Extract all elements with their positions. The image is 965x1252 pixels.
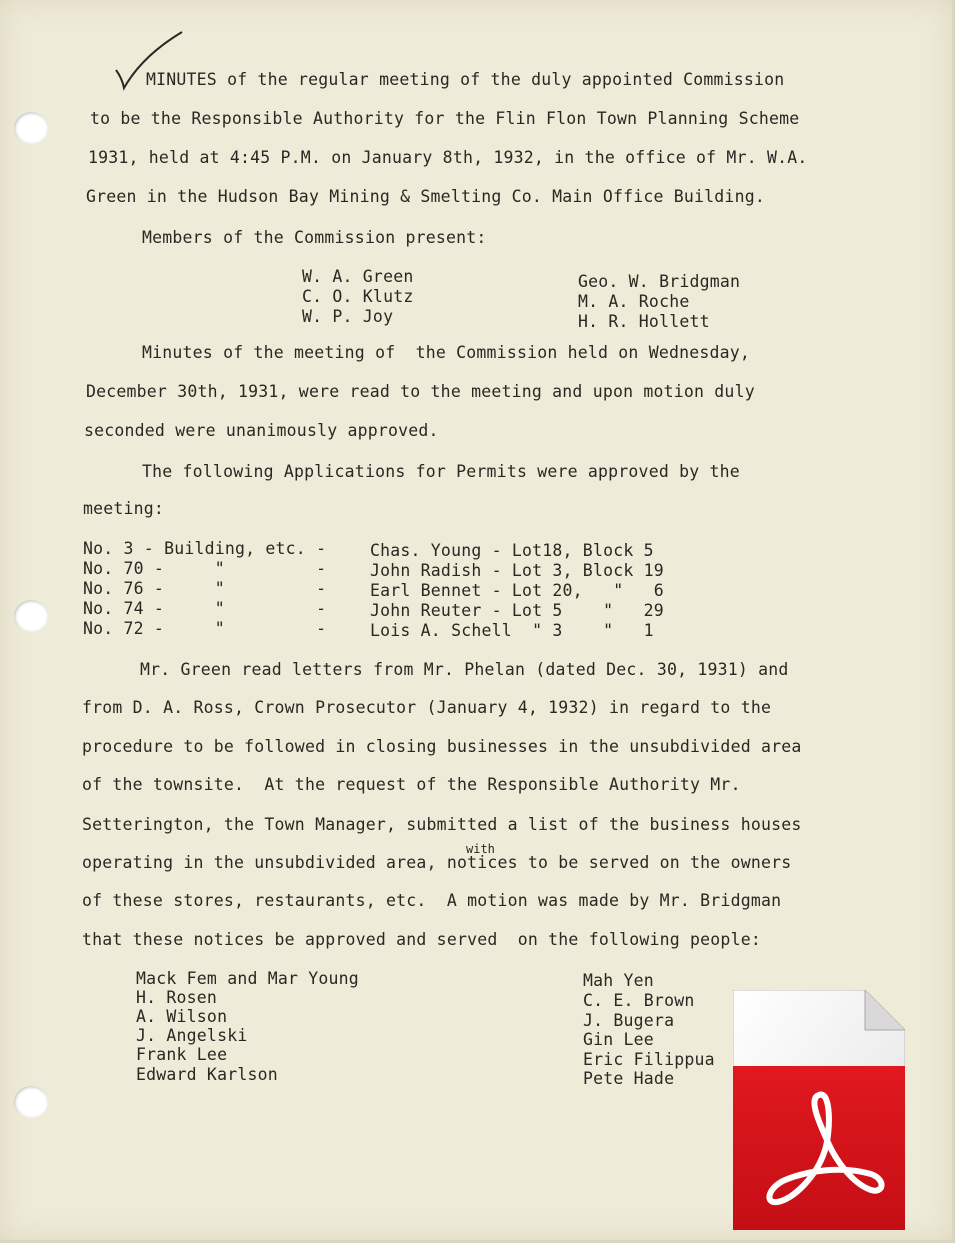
pdf-file-icon[interactable] [733,990,905,1230]
person-right: Mah Yen [583,971,654,990]
permit-no: No. 72 - " - [83,619,327,638]
punch-hole [14,600,48,632]
person-right: J. Bugera [583,1011,675,1030]
member-left-1: W. A. Green [302,267,414,286]
minutes-line-2: to be the Responsible Authority for the Flin Flon Town Planning Scheme [90,109,800,128]
permit-detail: John Radish - Lot 3, Block 19 [370,561,664,580]
permit-no: No. 3 - Building, etc. - [83,539,327,558]
members-heading: Members of the Commission present: [142,228,487,247]
person-right: C. E. Brown [583,991,695,1010]
letters-line-1: Mr. Green read letters from Mr. Phelan (dated Dec. 30, 1931) and [140,660,789,679]
previous-minutes-line-2: December 30th, 1931, were read to the meeting and upon motion duly [86,382,755,401]
minutes-line-3: 1931, held at 4:45 P.M. on January 8th, 1932, in the office of Mr. W.A. [88,148,808,167]
person-left: H. Rosen [136,988,218,1007]
permit-no: No. 76 - " - [83,579,327,598]
permit-detail: John Reuter - Lot 5 " 29 [370,601,664,620]
permits-intro-line-2: meeting: [83,499,165,518]
member-left-3: W. P. Joy [302,307,394,326]
punch-hole [14,1086,48,1118]
person-left: Edward Karlson [136,1065,278,1084]
minutes-line-1: MINUTES of the regular meeting of the duly appointed Commission [146,70,785,89]
letters-line-3: procedure to be followed in closing businesses in the unsubdivided area [82,737,802,756]
letters-line-8: that these notices be approved and served on the following people: [82,930,761,949]
permits-intro-line-1: The following Applications for Permits were approved by the [142,462,740,481]
person-left: Mack Fem and Mar Young [136,969,359,988]
previous-minutes-line-1: Minutes of the meeting of the Commission held on Wednesday, [142,343,751,362]
permit-no: No. 70 - " - [83,559,327,578]
previous-minutes-line-3: seconded were unanimously approved. [84,421,439,440]
member-left-2: C. O. Klutz [302,287,414,306]
inserted-word: with [466,842,495,856]
person-right: Pete Hade [583,1069,675,1088]
letters-line-5: Setterington, the Town Manager, submitted a list of the business houses [82,815,802,834]
permit-detail: Chas. Young - Lot18, Block 5 [370,541,654,560]
permit-no: No. 74 - " - [83,599,327,618]
permit-detail: Earl Bennet - Lot 20, " 6 [370,581,664,600]
letters-line-7: of these stores, restaurants, etc. A motion was made by Mr. Bridgman [82,891,782,910]
member-right-2: M. A. Roche [578,292,690,311]
minutes-line-4: Green in the Hudson Bay Mining & Smelting Co. Main Office Building. [86,187,765,206]
member-right-3: H. R. Hollett [578,312,710,331]
person-left: Frank Lee [136,1045,228,1064]
person-right: Gin Lee [583,1030,654,1049]
member-right-1: Geo. W. Bridgman [578,272,741,291]
person-right: Eric Filippua [583,1050,715,1069]
letters-line-2: from D. A. Ross, Crown Prosecutor (January 4, 1932) in regard to the [82,698,772,717]
person-left: A. Wilson [136,1007,228,1026]
person-left: J. Angelski [136,1026,248,1045]
permit-detail: Lois A. Schell " 3 " 1 [370,621,654,640]
letters-line-4: of the townsite. At the request of the Responsible Authority Mr. [82,775,741,794]
letters-line-6: operating in the unsubdivided area, notices to be served on the owners [82,853,792,872]
punch-hole [14,112,48,144]
